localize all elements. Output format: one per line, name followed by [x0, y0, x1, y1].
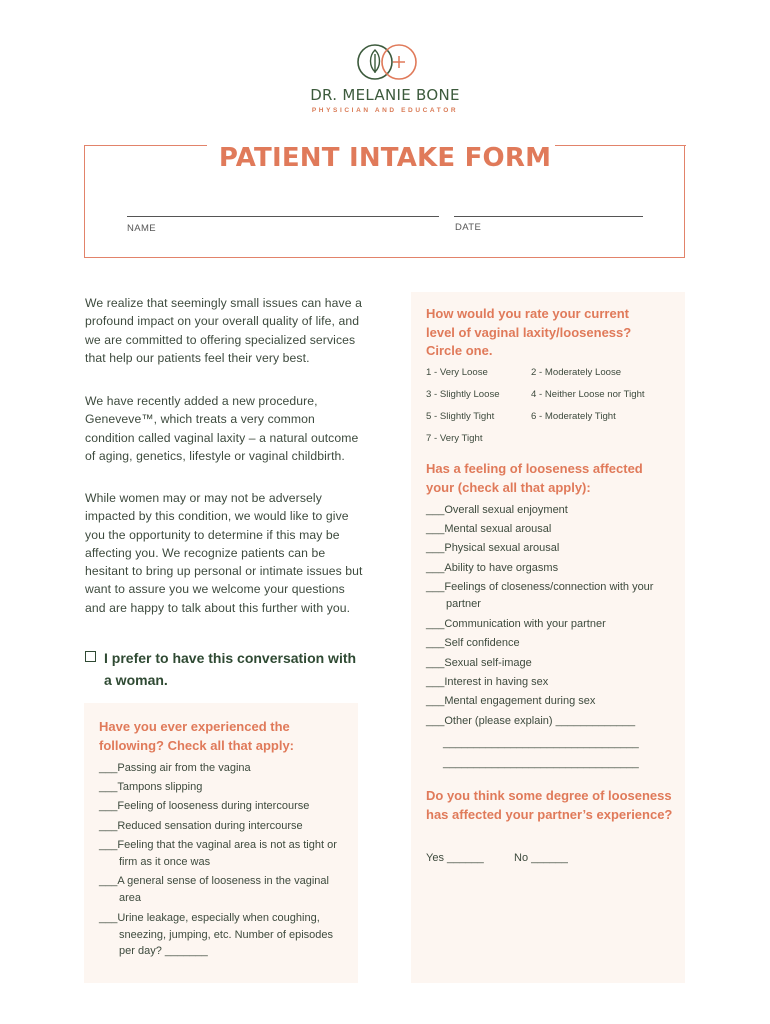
- woman-preference-label: I prefer to have this conversation with a woman.: [104, 650, 357, 688]
- experienced-item[interactable]: ___Passing air from the vagina: [99, 762, 251, 774]
- experienced-item[interactable]: ___Urine leakage, especially when coughing, sneezing, jumping, etc. Number of episodes per day? _______: [99, 912, 334, 957]
- other-explain-line[interactable]: ________________________________: [443, 737, 639, 749]
- other-explain-line[interactable]: ________________________________: [443, 757, 639, 769]
- affected-item[interactable]: ___Feelings of closeness/connection with your partner: [426, 581, 654, 610]
- experienced-item[interactable]: ___Tampons slipping: [99, 781, 203, 793]
- experienced-item[interactable]: ___Feeling that the vaginal area is not as tight or firm as it once was: [99, 839, 337, 868]
- affected-item[interactable]: ___Sexual self-image: [426, 657, 532, 669]
- experienced-item[interactable]: ___A general sense of looseness in the vaginal area: [99, 875, 329, 904]
- rating-option[interactable]: 6 - Moderately Tight: [531, 411, 616, 422]
- affected-item[interactable]: ___Physical sexual arousal: [426, 542, 560, 554]
- affected-item[interactable]: ___Interest in having sex: [426, 676, 549, 688]
- brand-logo: [355, 42, 419, 82]
- rating-option[interactable]: 7 - Very Tight: [426, 433, 483, 444]
- experienced-question: Have you ever experienced the following? Check all that apply:: [99, 719, 295, 753]
- name-label: NAME: [127, 223, 157, 234]
- checkbox-icon[interactable]: [85, 651, 96, 662]
- leaf-icon: [371, 50, 380, 73]
- partner-yes[interactable]: Yes ______: [426, 852, 484, 864]
- affected-item[interactable]: ___Ability to have orgasms: [426, 562, 559, 574]
- date-label: DATE: [455, 222, 482, 233]
- intro-paragraph-2: We have recently added a new procedure, Geneveve™, which treats a very common condition called vaginal laxity – a natural outcome of aging, genetics, lifestyle or vaginal childbirth.: [85, 394, 359, 463]
- rating-option[interactable]: 5 - Slightly Tight: [426, 411, 495, 422]
- brand-tagline: PHYSICIAN AND EDUCATOR: [311, 107, 459, 114]
- experienced-item[interactable]: ___Reduced sensation during intercourse: [99, 820, 303, 832]
- intro-paragraph-3: While women may or may not be adversely impacted by this condition, we would like to give you the opportunity to determine if this may be affecting you. We recognize patients can be hesitant to bring up personal or intimate issues but want to assure you we welcome your questions and are happy to talk about this further with you.: [85, 491, 363, 615]
- experienced-item[interactable]: ___Feeling of looseness during intercourse: [99, 800, 310, 812]
- name-field[interactable]: [127, 216, 439, 217]
- rating-option[interactable]: 3 - Slightly Loose: [426, 389, 500, 400]
- affected-item[interactable]: ___Other (please explain) _____________: [426, 715, 636, 727]
- brand-name: DR. MELANIE BONE: [310, 86, 460, 104]
- partner-no[interactable]: No ______: [514, 852, 568, 864]
- date-field[interactable]: [454, 216, 643, 217]
- affected-item[interactable]: ___Self confidence: [426, 637, 520, 649]
- intro-paragraph-1: We realize that seemingly small issues can have a profound impact on your overall quality of life, and we are committed to offering specialized services that help our patients feel their very best.: [85, 296, 362, 365]
- partner-question: Do you think some degree of looseness has affected your partner’s experience?: [426, 788, 673, 822]
- rating-option[interactable]: 4 - Neither Loose nor Tight: [531, 389, 645, 400]
- form-title: PATIENT INTAKE FORM: [218, 143, 552, 173]
- affected-item[interactable]: ___Mental sexual arousal: [426, 523, 552, 535]
- affected-item[interactable]: ___Mental engagement during sex: [426, 695, 596, 707]
- rating-option[interactable]: 2 - Moderately Loose: [531, 367, 622, 378]
- woman-preference-option[interactable]: [85, 647, 365, 691]
- rating-question: How would you rate your current level of vaginal laxity/looseness? Circle one.: [426, 306, 632, 358]
- affected-item[interactable]: ___Overall sexual enjoyment: [426, 504, 568, 516]
- affected-item[interactable]: ___Communication with your partner: [426, 618, 606, 630]
- plus-icon: [393, 56, 405, 68]
- rating-option[interactable]: 1 - Very Loose: [426, 367, 488, 378]
- affected-question: Has a feeling of looseness affected your (check all that apply):: [426, 461, 643, 495]
